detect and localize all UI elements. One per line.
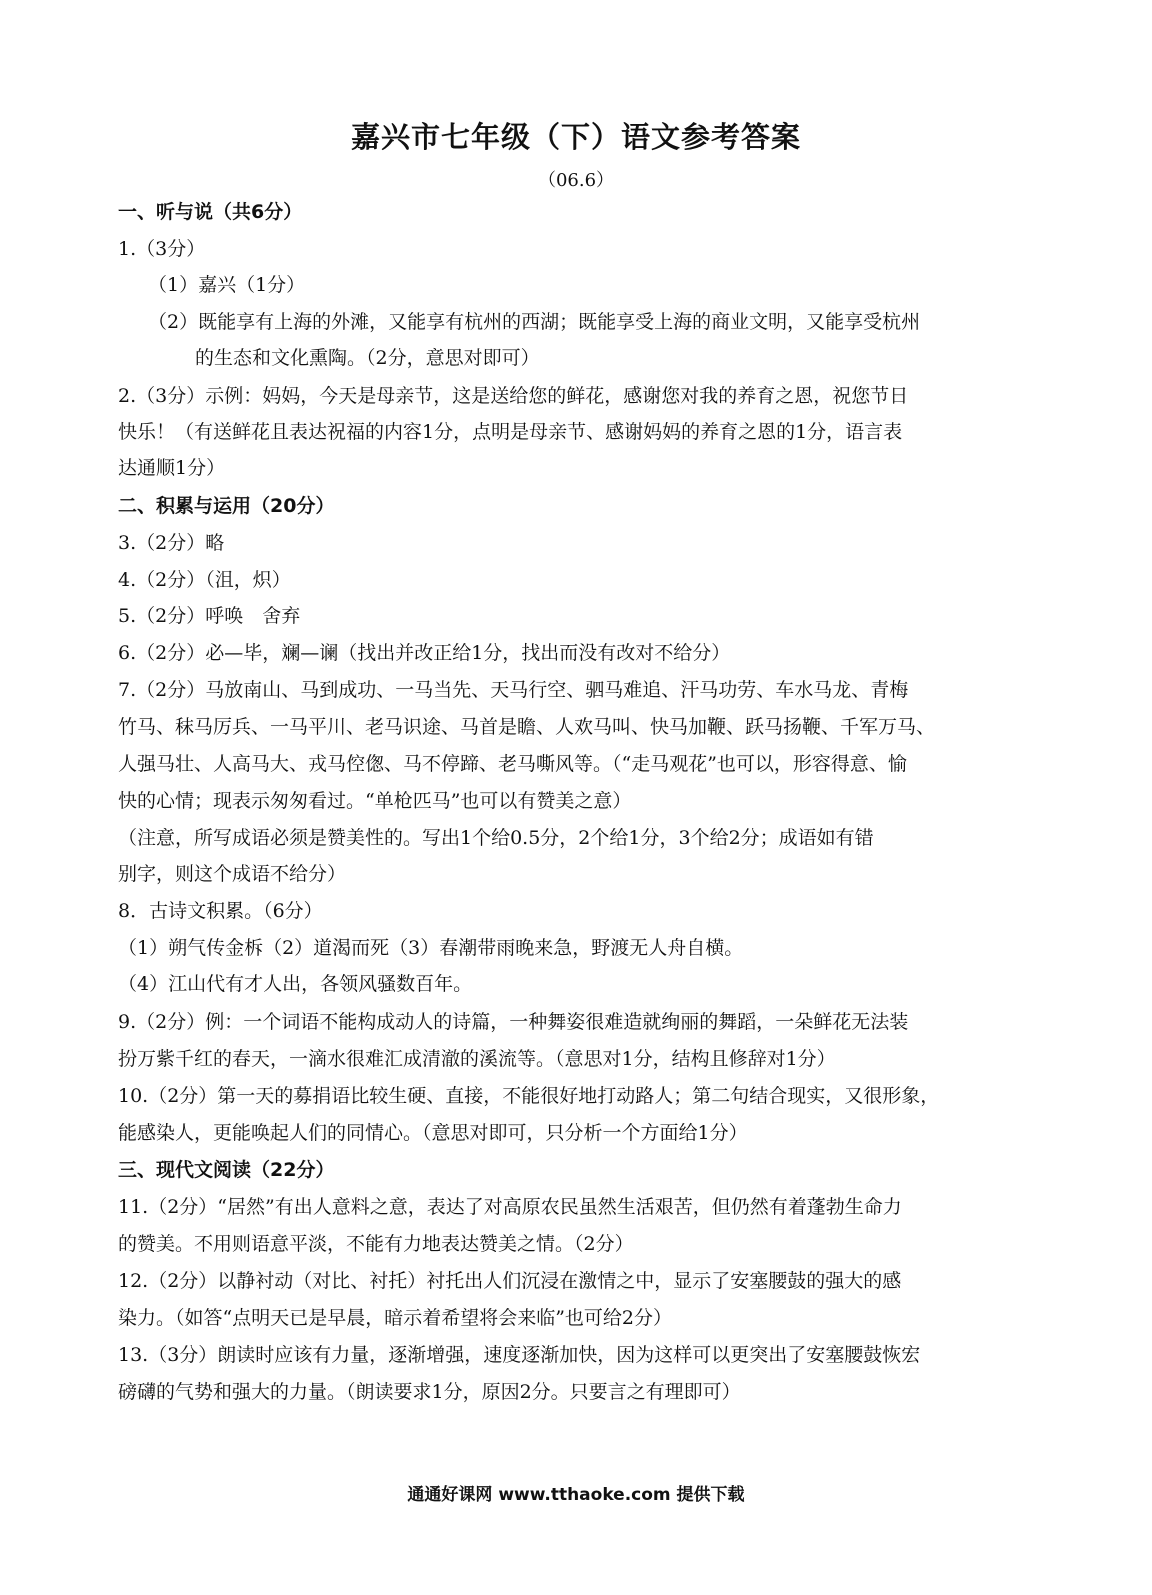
answer-line: 的生态和文化熏陶。（2分，意思对即可）	[195, 347, 540, 369]
answer-line: （1）朔气传金柝（2）道渴而死（3）春潮带雨晚来急，野渡无人舟自横。	[118, 937, 744, 959]
answer-line: 人强马壮、人高马大、戎马倥偬、马不停蹄、老马嘶风等。（“走马观花”也可以，形容得意、愉	[118, 753, 907, 775]
answer-line: 2.（3分）示例：妈妈，今天是母亲节，这是送给您的鲜花，感谢您对我的养育之恩，祝您节日	[118, 385, 909, 407]
answer-line: 13.（3分）朗读时应该有力量，逐渐增强，速度逐渐加快，因为这样可以更突出了安塞腰鼓恢宏	[118, 1344, 921, 1366]
page-title: 嘉兴市七年级（下）语文参考答案	[350, 120, 801, 154]
answer-line: 5.（2分）呼唤 舍弃	[118, 605, 301, 627]
answer-line: 的赞美。不用则语意平淡，不能有力地表达赞美之情。（2分）	[118, 1233, 634, 1255]
answer-line: 7.（2分）马放南山、马到成功、一马当先、天马行空、驷马难追、汗马功劳、车水马龙、青梅	[118, 679, 909, 701]
answer-line: 扮万紫千红的春天，一滴水很难汇成清澈的溪流等。（意思对1分，结构且修辞对1分）	[118, 1048, 836, 1070]
answer-line: 磅礴的气势和强大的力量。（朗读要求1分，原因2分。只要言之有理即可）	[118, 1381, 741, 1403]
footer-credit: 通通好课网 www.tthaoke.com 提供下载	[407, 1485, 745, 1505]
date-label: （06.6）	[537, 170, 615, 191]
answer-line: 10.（2分）第一天的募捐语比较生硬、直接，不能很好地打动路人；第二句结合现实，又很形象，	[118, 1085, 940, 1107]
answer-line: 9.（2分）例：一个词语不能构成动人的诗篇，一种舞姿很难造就绚丽的舞蹈，一朵鲜花无法装	[118, 1011, 909, 1033]
answer-line: 4.（2分）（沮，炽）	[118, 569, 291, 591]
answer-line: 别字，则这个成语不给分）	[118, 863, 347, 885]
answer-line: 达通顺1分）	[118, 457, 226, 479]
answer-line: （4）江山代有才人出，各领风骚数百年。	[118, 973, 473, 995]
answer-line: 1.（3分）	[118, 238, 206, 260]
answer-line: 能感染人，更能唤起人们的同情心。（意思对即可，只分析一个方面给1分）	[118, 1122, 748, 1144]
answer-line: 8．古诗文积累。（6分）	[118, 900, 323, 922]
answer-line: 快乐！（有送鲜花且表达祝福的内容1分，点明是母亲节、感谢妈妈的养育之恩的1分，语言表	[118, 421, 903, 443]
answer-line: （1）嘉兴（1分）	[148, 274, 306, 296]
answer-line: 12.（2分）以静衬动（对比、衬托）衬托出人们沉浸在激情之中，显示了安塞腰鼓的强大的感	[118, 1270, 902, 1292]
answer-line: 竹马、秣马厉兵、一马平川、老马识途、马首是瞻、人欢马叫、快马加鞭、跃马扬鞭、千军万马、	[118, 716, 936, 738]
section-heading-reading: 三、现代文阅读（22分）	[118, 1159, 335, 1181]
answer-line: （2）既能享有上海的外滩，又能享有杭州的西湖；既能享受上海的商业文明，又能享受杭州	[148, 311, 921, 333]
answer-line: 染力。（如答“点明天已是早晨，暗示着希望将会来临”也可给2分）	[118, 1307, 673, 1329]
answer-line: （注意，所写成语必须是赞美性的。写出1个给0.5分，2个给1分，3个给2分；成语如有错	[118, 827, 874, 849]
section-heading-listening: 一、听与说（共6分）	[118, 201, 303, 223]
answer-line: 3.（2分）略	[118, 532, 225, 554]
answer-line: 11.（2分）“居然”有出人意料之意，表达了对高原农民虽然生活艰苦，但仍然有着蓬勃生命力	[118, 1196, 902, 1218]
answer-line: 快的心情；现表示匆匆看过。“单枪匹马”也可以有赞美之意）	[118, 790, 632, 812]
section-heading-accumulation: 二、积累与运用（20分）	[118, 495, 335, 517]
answer-line: 6.（2分）必—毕，斓—谰（找出并改正给1分，找出而没有改对不给分）	[118, 642, 731, 664]
